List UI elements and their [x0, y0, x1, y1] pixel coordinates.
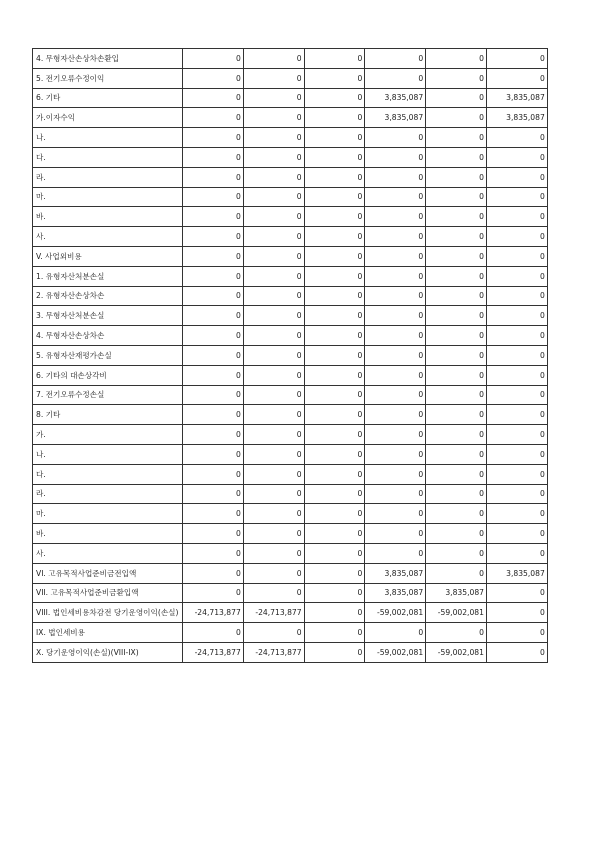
table-cell: 0: [243, 108, 304, 128]
table-row: [33, 167, 548, 187]
table-cell: 0: [243, 227, 304, 247]
table-cell: 0: [426, 207, 487, 227]
table-row: [33, 266, 548, 286]
table-cell: 0: [426, 49, 487, 69]
row-label: IX. 법인세비용: [33, 623, 183, 643]
table-cell: 0: [426, 524, 487, 544]
table-cell: 0: [304, 563, 365, 583]
table-cell: 0: [426, 326, 487, 346]
table-cell: 0: [486, 583, 547, 603]
row-label: 가.: [33, 425, 183, 445]
table-cell: 0: [426, 68, 487, 88]
table-cell: 0: [304, 623, 365, 643]
table-cell: 0: [365, 444, 426, 464]
row-label: V. 사업외비용: [33, 246, 183, 266]
table-cell: 0: [183, 167, 244, 187]
table-cell: 0: [243, 187, 304, 207]
table-cell: 0: [426, 286, 487, 306]
table-cell: 0: [486, 623, 547, 643]
table-cell: 0: [426, 266, 487, 286]
table-cell: 0: [183, 464, 244, 484]
table-cell: 0: [426, 167, 487, 187]
table-row: [33, 484, 548, 504]
table-cell: 0: [486, 128, 547, 148]
row-label: 마.: [33, 504, 183, 524]
table-body: [33, 49, 548, 663]
row-label: VI. 고유목적사업준비금전입액: [33, 563, 183, 583]
table-cell: 0: [486, 524, 547, 544]
table-row: [33, 246, 548, 266]
row-label: 다.: [33, 464, 183, 484]
table-cell: 3,835,087: [486, 108, 547, 128]
table-cell: 0: [426, 405, 487, 425]
table-cell: 0: [365, 286, 426, 306]
table-row: [33, 326, 548, 346]
table-cell: 0: [304, 603, 365, 623]
table-cell: 3,835,087: [426, 583, 487, 603]
table-cell: 0: [486, 444, 547, 464]
table-row: [33, 603, 548, 623]
table-cell: 0: [304, 405, 365, 425]
table-cell: 3,835,087: [365, 88, 426, 108]
table-cell: 0: [243, 326, 304, 346]
table-cell: 0: [243, 128, 304, 148]
table-cell: 0: [304, 187, 365, 207]
table-cell: 0: [183, 484, 244, 504]
table-cell: 0: [304, 464, 365, 484]
table-row: [33, 207, 548, 227]
table-cell: 0: [243, 425, 304, 445]
table-cell: 0: [486, 464, 547, 484]
table-cell: 0: [426, 504, 487, 524]
table-cell: 0: [183, 583, 244, 603]
table-row: [33, 524, 548, 544]
row-label: 6. 기타: [33, 88, 183, 108]
table-cell: 3,835,087: [486, 563, 547, 583]
table-cell: 0: [486, 425, 547, 445]
row-label: 4. 무형자산손상차손환입: [33, 49, 183, 69]
table-row: [33, 563, 548, 583]
table-cell: 0: [365, 405, 426, 425]
table-cell: 0: [486, 385, 547, 405]
table-cell: 0: [243, 147, 304, 167]
table-cell: 0: [304, 524, 365, 544]
table-cell: 0: [183, 623, 244, 643]
table-cell: 0: [183, 68, 244, 88]
table-cell: 0: [304, 246, 365, 266]
table-cell: 0: [183, 444, 244, 464]
table-cell: 0: [365, 49, 426, 69]
table-cell: 0: [486, 227, 547, 247]
row-label: 8. 기타: [33, 405, 183, 425]
table-cell: 0: [304, 642, 365, 662]
table-cell: 0: [183, 88, 244, 108]
table-cell: 0: [426, 306, 487, 326]
table-cell: 0: [365, 385, 426, 405]
table-cell: 0: [304, 266, 365, 286]
table-cell: 0: [365, 227, 426, 247]
row-label: 4. 무형자산손상차손: [33, 326, 183, 346]
table-cell: 0: [304, 484, 365, 504]
table-cell: 0: [183, 524, 244, 544]
table-row: [33, 187, 548, 207]
table-cell: 0: [243, 543, 304, 563]
table-cell: 0: [486, 405, 547, 425]
table-cell: 0: [426, 464, 487, 484]
table-cell: -59,002,081: [365, 642, 426, 662]
row-label: 2. 유형자산손상차손: [33, 286, 183, 306]
table-cell: 0: [243, 49, 304, 69]
row-label: 가.이자수익: [33, 108, 183, 128]
table-cell: 0: [426, 563, 487, 583]
row-label: 사.: [33, 227, 183, 247]
row-label: 바.: [33, 207, 183, 227]
table-cell: 0: [486, 286, 547, 306]
table-cell: 3,835,087: [365, 583, 426, 603]
table-cell: 0: [365, 365, 426, 385]
row-label: 다.: [33, 147, 183, 167]
table-cell: 0: [183, 405, 244, 425]
table-cell: -24,713,877: [243, 642, 304, 662]
table-cell: 0: [426, 345, 487, 365]
table-cell: 0: [304, 68, 365, 88]
table-cell: 0: [426, 147, 487, 167]
table-cell: 0: [183, 246, 244, 266]
table-row: [33, 286, 548, 306]
table-cell: 0: [486, 603, 547, 623]
table-cell: 0: [365, 246, 426, 266]
row-label: VIII. 법인세비용차감전 당기운영이익(손실): [33, 603, 183, 623]
table-cell: 0: [183, 207, 244, 227]
row-label: 나.: [33, 444, 183, 464]
table-cell: 0: [365, 187, 426, 207]
table-cell: 0: [486, 484, 547, 504]
table-cell: 0: [243, 167, 304, 187]
table-cell: 0: [304, 207, 365, 227]
table-cell: 0: [183, 306, 244, 326]
table-cell: 0: [243, 88, 304, 108]
table-cell: 0: [304, 147, 365, 167]
table-row: [33, 583, 548, 603]
table-cell: 0: [304, 49, 365, 69]
table-cell: 0: [243, 504, 304, 524]
table-cell: 0: [304, 385, 365, 405]
table-cell: 3,835,087: [486, 88, 547, 108]
table-cell: 0: [365, 68, 426, 88]
table-cell: 0: [304, 425, 365, 445]
table-cell: -59,002,081: [426, 603, 487, 623]
table-row: [33, 365, 548, 385]
table-row: [33, 543, 548, 563]
table-cell: 0: [365, 345, 426, 365]
table-cell: 0: [365, 207, 426, 227]
table-row: [33, 108, 548, 128]
table-cell: 0: [486, 543, 547, 563]
table-cell: 0: [486, 306, 547, 326]
table-row: [33, 444, 548, 464]
table-cell: 0: [243, 583, 304, 603]
table-row: [33, 464, 548, 484]
table-cell: 0: [243, 623, 304, 643]
table-cell: 0: [304, 167, 365, 187]
table-cell: 0: [243, 246, 304, 266]
table-cell: 0: [426, 425, 487, 445]
table-cell: 0: [486, 207, 547, 227]
table-cell: 0: [183, 147, 244, 167]
row-label: X. 당기운영이익(손실)(VIII-IX): [33, 642, 183, 662]
table-cell: 0: [304, 444, 365, 464]
table-cell: 0: [243, 306, 304, 326]
table-cell: 0: [365, 543, 426, 563]
table-cell: 0: [486, 187, 547, 207]
table-cell: 0: [243, 345, 304, 365]
table-cell: 0: [304, 108, 365, 128]
row-label: 6. 기타의 대손상각비: [33, 365, 183, 385]
table-cell: 0: [304, 306, 365, 326]
table-cell: -24,713,877: [183, 642, 244, 662]
table-cell: 3,835,087: [365, 108, 426, 128]
table-cell: 0: [426, 88, 487, 108]
table-cell: 0: [183, 425, 244, 445]
row-label: 나.: [33, 128, 183, 148]
financial-statement-table: [32, 48, 548, 663]
table-cell: 0: [486, 68, 547, 88]
table-cell: 0: [183, 326, 244, 346]
table-cell: 0: [365, 147, 426, 167]
table-cell: 0: [365, 425, 426, 445]
table-row: [33, 227, 548, 247]
table-row: [33, 405, 548, 425]
row-label: 라.: [33, 484, 183, 504]
table-cell: 0: [183, 286, 244, 306]
table-cell: 0: [426, 227, 487, 247]
table-cell: 0: [243, 266, 304, 286]
table-cell: 0: [183, 227, 244, 247]
table-cell: 0: [365, 167, 426, 187]
row-label: 마.: [33, 187, 183, 207]
table-cell: 0: [426, 444, 487, 464]
table-cell: 0: [304, 326, 365, 346]
table-cell: 0: [183, 563, 244, 583]
table-cell: 0: [426, 365, 487, 385]
table-cell: 0: [486, 266, 547, 286]
table-cell: 0: [365, 623, 426, 643]
table-cell: 0: [183, 385, 244, 405]
row-label: 사.: [33, 543, 183, 563]
table-cell: 0: [304, 88, 365, 108]
row-label: 7. 전기오류수정손실: [33, 385, 183, 405]
table-cell: 0: [426, 543, 487, 563]
table-cell: 0: [365, 326, 426, 346]
table-cell: 0: [243, 524, 304, 544]
table-cell: 0: [426, 108, 487, 128]
table-cell: -59,002,081: [426, 642, 487, 662]
table-cell: 0: [243, 207, 304, 227]
table-cell: 0: [365, 266, 426, 286]
table-cell: 0: [365, 524, 426, 544]
row-label: VII. 고유목적사업준비금환입액: [33, 583, 183, 603]
row-label: 3. 무형자산처분손실: [33, 306, 183, 326]
table-row: [33, 425, 548, 445]
table-cell: 0: [243, 365, 304, 385]
table-cell: 0: [486, 365, 547, 385]
table-cell: 0: [243, 68, 304, 88]
table-cell: 0: [183, 504, 244, 524]
table-row: [33, 306, 548, 326]
table-cell: 0: [183, 128, 244, 148]
table-row: [33, 147, 548, 167]
table-cell: 0: [304, 128, 365, 148]
row-label: 라.: [33, 167, 183, 187]
table-cell: 0: [304, 504, 365, 524]
table-cell: 0: [183, 108, 244, 128]
row-label: 5. 유형자산재평가손실: [33, 345, 183, 365]
table-cell: 0: [486, 49, 547, 69]
table-cell: 0: [486, 504, 547, 524]
table-cell: 0: [486, 642, 547, 662]
table-cell: 0: [183, 49, 244, 69]
table-row: [33, 385, 548, 405]
table-cell: 0: [486, 345, 547, 365]
table-cell: 0: [426, 187, 487, 207]
table-cell: 0: [426, 246, 487, 266]
table-cell: 0: [243, 563, 304, 583]
table-row: [33, 88, 548, 108]
table-row: [33, 345, 548, 365]
table-cell: 0: [304, 345, 365, 365]
table-cell: 0: [365, 306, 426, 326]
table-cell: 0: [304, 365, 365, 385]
table-cell: 0: [486, 147, 547, 167]
table-cell: 0: [243, 464, 304, 484]
table-cell: 0: [426, 623, 487, 643]
table-cell: 0: [304, 583, 365, 603]
table-cell: -59,002,081: [365, 603, 426, 623]
table-cell: 0: [486, 326, 547, 346]
table-row: [33, 623, 548, 643]
table-cell: 0: [486, 167, 547, 187]
table-cell: 0: [426, 484, 487, 504]
table-row: [33, 68, 548, 88]
row-label: 바.: [33, 524, 183, 544]
table-cell: 0: [365, 464, 426, 484]
table-cell: 0: [365, 484, 426, 504]
table-cell: 0: [183, 543, 244, 563]
table-row: [33, 642, 548, 662]
row-label: 5. 전기오류수정이익: [33, 68, 183, 88]
table-cell: -24,713,877: [183, 603, 244, 623]
table-cell: 0: [243, 444, 304, 464]
table-cell: 0: [243, 385, 304, 405]
row-label: 1. 유형자산처분손실: [33, 266, 183, 286]
table-cell: 0: [426, 128, 487, 148]
table-cell: -24,713,877: [243, 603, 304, 623]
table-row: [33, 128, 548, 148]
table-cell: 0: [183, 266, 244, 286]
table-cell: 0: [243, 484, 304, 504]
table-cell: 0: [304, 543, 365, 563]
table-row: [33, 49, 548, 69]
table-cell: 0: [486, 246, 547, 266]
table-cell: 0: [243, 286, 304, 306]
table-cell: 0: [365, 128, 426, 148]
table-cell: 3,835,087: [365, 563, 426, 583]
table-cell: 0: [243, 405, 304, 425]
table-row: [33, 504, 548, 524]
table-cell: 0: [183, 365, 244, 385]
table-cell: 0: [183, 345, 244, 365]
table-cell: 0: [426, 385, 487, 405]
table-cell: 0: [365, 504, 426, 524]
table-cell: 0: [304, 227, 365, 247]
table-cell: 0: [304, 286, 365, 306]
table-cell: 0: [183, 187, 244, 207]
